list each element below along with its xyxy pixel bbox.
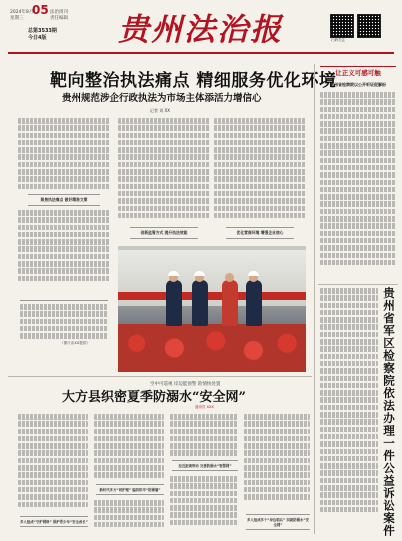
article-column xyxy=(170,414,238,458)
date-text: 2024年8月 xyxy=(10,10,34,15)
qr-code-icon xyxy=(357,14,381,38)
article-column xyxy=(244,414,310,512)
article-column xyxy=(118,118,210,224)
article-column xyxy=(18,210,110,286)
story-divider xyxy=(8,376,312,377)
weekday-text: 星期三 xyxy=(10,16,24,21)
masthead-rule xyxy=(8,52,394,54)
side-caption xyxy=(20,300,108,344)
column-divider xyxy=(314,64,315,534)
story-kicker: 空中可巡视 岸边能预警 险情快处置 xyxy=(150,382,221,387)
box-title: 拉近距离带动 完善防溺水“智慧网” xyxy=(172,460,238,471)
vertical-headline: 贵州省军区检察院依法办理一件公益诉讼案件 xyxy=(382,287,396,537)
box-title: 新时代多方“同护理” 编织织牢“防溺墙” xyxy=(96,484,164,495)
article-column xyxy=(170,476,238,534)
box-title: 多人组成多个“岸边哨兵” 织就防溺水“安全网” xyxy=(246,514,310,530)
story-headline: 大方县织密夏季防溺水“安全网” xyxy=(62,390,246,405)
article-column xyxy=(214,118,306,224)
main-subhead: 贵州规范涉企行政执法为市场主体添活力增信心 xyxy=(62,93,262,104)
pull-quote: 聚焦执法痛点 做好精准文章 xyxy=(28,194,100,206)
sidebar-article xyxy=(320,92,396,282)
news-photo xyxy=(118,246,306,372)
sidebar-heading: 让正义可感可触 xyxy=(320,66,396,81)
article-column xyxy=(94,500,164,534)
page-number: 05 xyxy=(32,3,49,17)
qr-label: 扫码关注 xyxy=(331,38,345,42)
sidebar-divider xyxy=(318,284,398,285)
article-column xyxy=(18,118,110,192)
box-title: 多人组成“守护网络” 保护青少年“安全成长” xyxy=(20,516,88,527)
qr-code-icon xyxy=(330,14,354,38)
date-box xyxy=(10,3,90,44)
caption-credit: （图片由XX提供） xyxy=(60,341,91,345)
issue-number: 总第3533期 xyxy=(28,28,57,34)
article-column xyxy=(18,414,88,514)
sidebar-subheading: 贵州省检察院以公开听证促解纷 xyxy=(330,82,386,87)
page-label: 法治周刊 xyxy=(50,10,68,15)
reporter-line: 记者 刘 XX xyxy=(150,108,171,113)
pull-quote: 创新监管方式 提升执法效能 xyxy=(130,227,198,239)
page-count: 今日4版 xyxy=(28,35,47,41)
story-byline: 通讯员 XXX xyxy=(195,405,214,409)
pull-quote: 优化营商环境 增强企业信心 xyxy=(226,227,294,239)
section-label: 责任编辑 xyxy=(50,16,68,21)
paper-logo: 贵州法治报 xyxy=(118,12,283,48)
main-headline: 靶向整治执法痛点 精细服务优化环境 xyxy=(50,71,337,91)
sidebar-article xyxy=(320,288,378,534)
masthead xyxy=(0,0,402,50)
article-column xyxy=(94,414,164,482)
